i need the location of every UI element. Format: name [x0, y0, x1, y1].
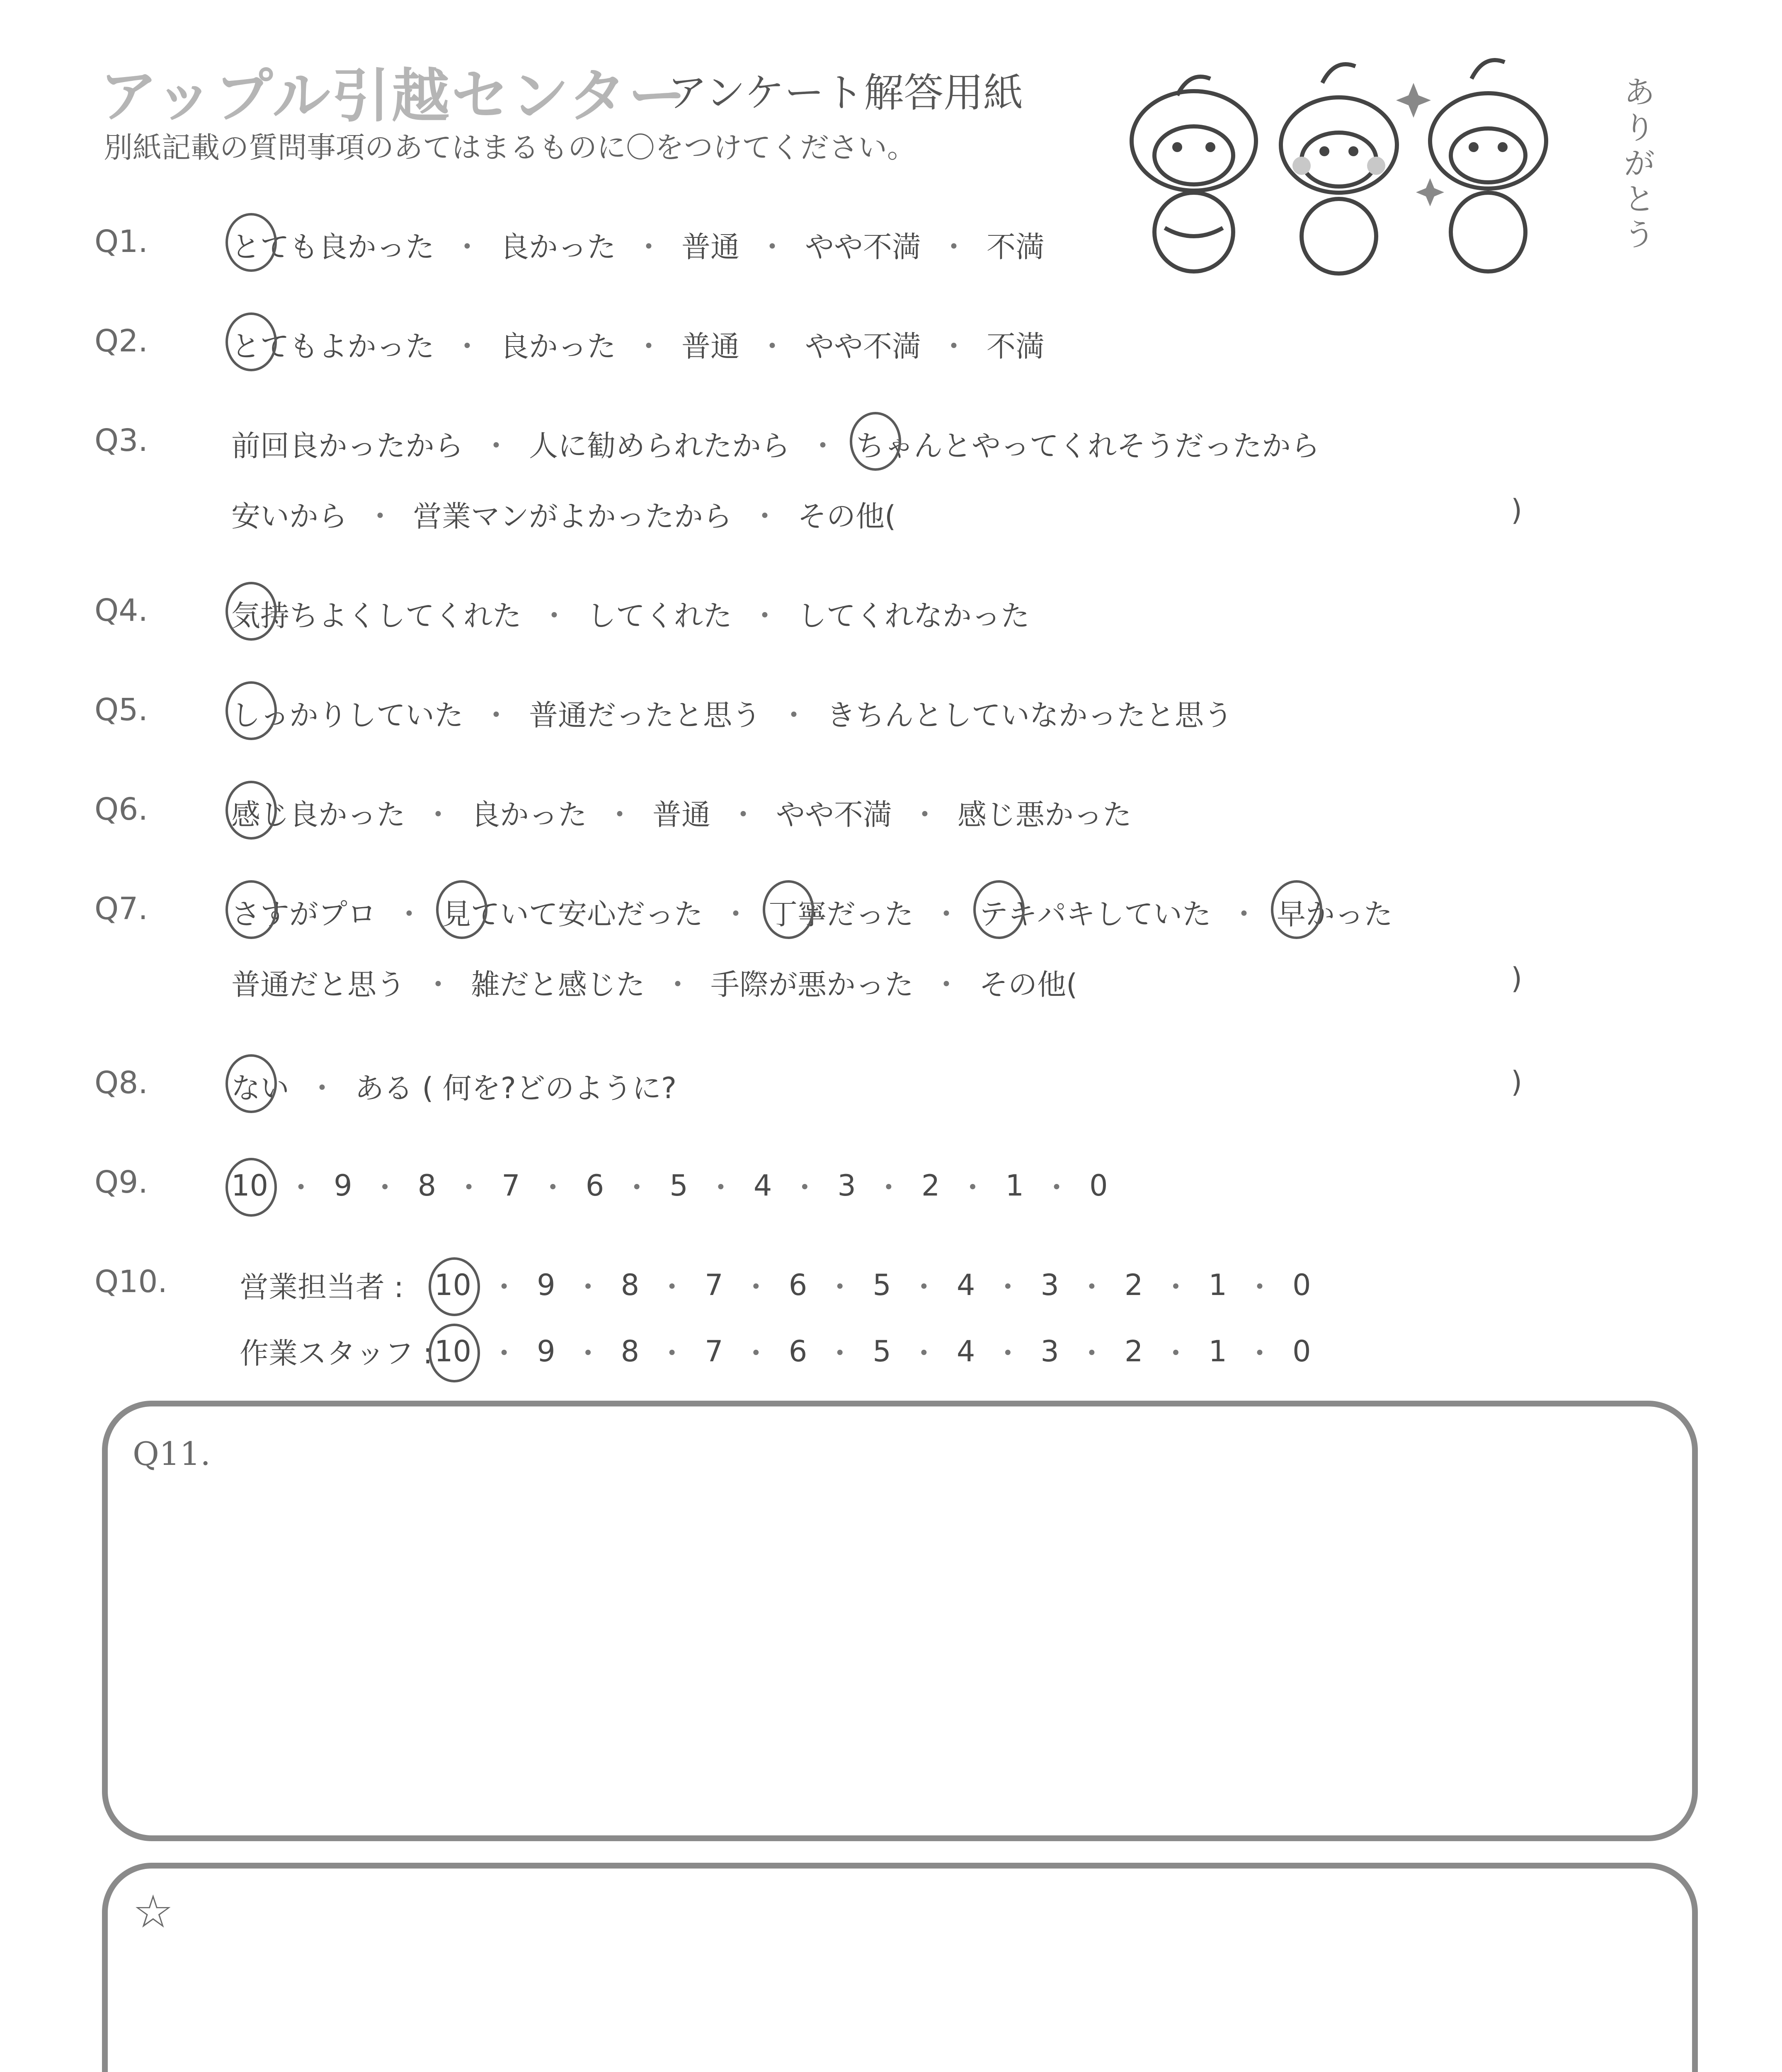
option-separator: ・	[750, 499, 779, 533]
answer-options	[231, 692, 1233, 734]
answer-options	[231, 224, 1045, 266]
answer-option[interactable]: 2	[1124, 1334, 1143, 1368]
option-separator: ・	[490, 1270, 519, 1304]
answer-option-circled[interactable]: 見ていて安心だった	[442, 891, 703, 933]
option-separator: ・	[370, 1171, 400, 1205]
thanks-caption: ありがとう	[1624, 75, 1655, 253]
answer-option[interactable]: 1	[1005, 1168, 1024, 1203]
answer-option[interactable]: 普通	[681, 329, 739, 363]
answer-option-circled[interactable]: 感じ良かった	[231, 792, 405, 833]
answer-option[interactable]: 雑だと感じた	[471, 968, 645, 1002]
option-separator: ・	[790, 1171, 819, 1205]
option-separator: ・	[490, 1336, 519, 1370]
answer-option[interactable]: 8	[417, 1168, 436, 1203]
answer-option-circled[interactable]: 丁寧だった	[769, 891, 914, 933]
other-close-paren: )	[1511, 1065, 1523, 1099]
option-separator: ・	[750, 599, 779, 633]
option-separator: ・	[825, 1270, 855, 1304]
answer-option-circled[interactable]: 早かった	[1277, 891, 1393, 933]
option-separator: ・	[308, 1071, 337, 1105]
option-separator: ・	[1229, 897, 1258, 931]
answer-option[interactable]: 前回良かったから	[231, 429, 463, 463]
option-separator: ・	[1042, 1171, 1071, 1205]
option-separator: ・	[779, 698, 808, 732]
answer-option[interactable]: 良かった	[500, 329, 616, 363]
answer-option-circled[interactable]: しっかりしていた	[231, 692, 463, 734]
answer-option-circled[interactable]: 気持ちよくしてくれた	[231, 593, 521, 634]
question-label: Q4.	[95, 593, 148, 628]
option-separator: ・	[1245, 1336, 1274, 1370]
option-separator: ・	[482, 429, 511, 463]
other-close-paren: )	[1511, 961, 1523, 995]
answer-option-circled[interactable]: ちゃんとやってくれそうだったから	[856, 423, 1320, 465]
option-separator: ・	[825, 1336, 855, 1370]
option-separator: ・	[910, 798, 939, 832]
answer-option[interactable]: 人に勧められたから	[529, 429, 790, 463]
answer-option[interactable]: 5	[873, 1334, 891, 1368]
answer-option[interactable]: 9	[537, 1268, 555, 1302]
answer-option[interactable]: 1	[1208, 1268, 1227, 1302]
option-separator: ・	[741, 1336, 771, 1370]
answer-option[interactable]: 0	[1089, 1168, 1108, 1203]
option-separator: ・	[909, 1270, 938, 1304]
option-separator: ・	[424, 968, 453, 1002]
answer-option[interactable]: 3	[1040, 1268, 1059, 1302]
option-separator: ・	[1161, 1270, 1190, 1304]
answer-option[interactable]: きちんとしていなかったと思う	[827, 698, 1233, 732]
option-separator: ・	[993, 1270, 1023, 1304]
answer-option[interactable]: 6	[585, 1168, 604, 1203]
answer-option[interactable]: ある ( 何を?どのように?	[355, 1071, 677, 1105]
answer-options	[231, 961, 1077, 1003]
option-separator: ・	[424, 798, 453, 832]
answer-option[interactable]: 普通	[652, 798, 710, 832]
answer-option[interactable]: 手際が悪かった	[710, 968, 914, 1002]
answer-option[interactable]: 5	[669, 1168, 688, 1203]
answer-option[interactable]: 3	[837, 1168, 856, 1203]
question-label: Q8.	[95, 1065, 148, 1101]
answer-option[interactable]: その他(	[979, 968, 1078, 1002]
answer-option[interactable]: やや不満	[805, 230, 921, 264]
answer-option[interactable]: 7	[705, 1268, 723, 1302]
answer-option[interactable]: 普通だったと思う	[529, 698, 761, 732]
option-separator: ・	[808, 429, 837, 463]
answer-option-circled[interactable]: 10	[434, 1334, 472, 1368]
answer-option[interactable]: 0	[1292, 1334, 1311, 1368]
option-separator: ・	[634, 230, 663, 264]
option-separator: ・	[453, 230, 482, 264]
q11-comment-box[interactable]	[102, 1401, 1698, 1841]
answer-option[interactable]: 普通	[681, 230, 739, 264]
answer-option[interactable]: 普通だと思う	[231, 968, 405, 1002]
answer-option-circled[interactable]: ない	[231, 1065, 289, 1107]
answer-option[interactable]: 7	[502, 1168, 520, 1203]
answer-option-circled[interactable]: とてもよかった	[231, 323, 434, 365]
question-label: Q5.	[95, 692, 148, 728]
answer-option[interactable]: やや不満	[776, 798, 892, 832]
rating-target-label: 作業スタッフ :	[240, 1336, 433, 1370]
option-separator: ・	[909, 1336, 938, 1370]
option-separator: ・	[663, 968, 692, 1002]
answer-options	[231, 792, 1132, 833]
q11-label: Q11.	[133, 1435, 211, 1473]
answer-options	[231, 423, 1320, 465]
answer-option[interactable]: 6	[788, 1334, 807, 1368]
option-separator: ・	[453, 329, 482, 363]
question-label: Q3.	[95, 423, 148, 458]
question-label: Q1.	[95, 224, 148, 259]
other-close-paren: )	[1511, 493, 1523, 527]
form-subtitle: アンケート解答用紙	[667, 70, 1023, 116]
answer-options	[231, 493, 896, 535]
option-separator: ・	[395, 897, 424, 931]
rating-target-label: 営業担当者 :	[240, 1270, 404, 1304]
form-instruction: 別紙記載の質問事項のあてはまるものに〇をつけてください。	[104, 131, 916, 165]
answer-option[interactable]: 4	[956, 1268, 975, 1302]
answer-option[interactable]: 5	[873, 1268, 891, 1302]
answer-option[interactable]: 0	[1292, 1268, 1311, 1302]
star-icon: ☆	[133, 1885, 174, 1938]
option-separator: ・	[540, 599, 569, 633]
option-separator: ・	[758, 329, 787, 363]
answer-options	[231, 1164, 1108, 1206]
option-separator: ・	[874, 1171, 903, 1205]
option-separator: ・	[706, 1171, 735, 1205]
option-separator: ・	[1161, 1336, 1190, 1370]
answer-option[interactable]: 8	[621, 1334, 640, 1368]
answer-option[interactable]: 6	[788, 1268, 807, 1302]
question-label: Q9.	[95, 1164, 148, 1200]
option-separator: ・	[657, 1336, 687, 1370]
answer-option[interactable]: 良かった	[471, 798, 587, 832]
option-separator: ・	[1245, 1270, 1274, 1304]
option-separator: ・	[573, 1336, 603, 1370]
option-separator: ・	[993, 1336, 1023, 1370]
answer-option[interactable]: 7	[705, 1334, 723, 1368]
option-separator: ・	[573, 1270, 603, 1304]
answer-option[interactable]: 4	[753, 1168, 772, 1203]
answer-options	[231, 891, 1393, 933]
option-separator: ・	[482, 698, 511, 732]
answer-option[interactable]: 良かった	[500, 230, 616, 264]
option-separator: ・	[1077, 1270, 1106, 1304]
answer-option-circled[interactable]: とても良かった	[231, 224, 434, 266]
answer-options	[231, 1065, 676, 1107]
answer-option[interactable]: 9	[537, 1334, 555, 1368]
monkey-mascot-icon	[1115, 58, 1666, 278]
answer-option[interactable]: 8	[621, 1268, 640, 1302]
answer-option[interactable]: 1	[1208, 1334, 1227, 1368]
option-separator: ・	[932, 897, 961, 931]
option-separator: ・	[454, 1171, 484, 1205]
answer-options	[231, 323, 1045, 365]
answer-option[interactable]: 3	[1040, 1334, 1059, 1368]
option-separator: ・	[1077, 1336, 1106, 1370]
answer-option[interactable]: 安いから	[231, 499, 347, 533]
option-separator: ・	[729, 798, 758, 832]
option-separator: ・	[758, 230, 787, 264]
answer-options	[240, 1264, 1311, 1306]
answer-option[interactable]: 9	[334, 1168, 352, 1203]
option-separator: ・	[366, 499, 395, 533]
question-label: Q7.	[95, 891, 148, 927]
option-separator: ・	[741, 1270, 771, 1304]
answer-option[interactable]: 4	[956, 1334, 975, 1368]
option-separator: ・	[939, 329, 968, 363]
option-separator: ・	[721, 897, 750, 931]
answer-option[interactable]: 不満	[987, 230, 1045, 264]
option-separator: ・	[657, 1270, 687, 1304]
option-separator: ・	[932, 968, 961, 1002]
answer-option[interactable]: その他(	[798, 499, 896, 533]
option-separator: ・	[634, 329, 663, 363]
option-separator: ・	[958, 1171, 987, 1205]
answer-options	[240, 1330, 1311, 1372]
option-separator: ・	[939, 230, 968, 264]
option-separator: ・	[538, 1171, 567, 1205]
answer-option-circled[interactable]: テキパキしていた	[979, 891, 1211, 933]
answer-option[interactable]: してくれなかった	[798, 599, 1030, 633]
answer-option[interactable]: 感じ悪かった	[958, 798, 1132, 832]
question-label: Q6.	[95, 792, 148, 827]
answer-options	[231, 593, 1030, 634]
option-separator: ・	[286, 1171, 316, 1205]
answer-option[interactable]: 2	[1124, 1268, 1143, 1302]
star-comment-box[interactable]	[102, 1863, 1698, 2072]
option-separator: ・	[622, 1171, 652, 1205]
company-title: アップル引越センター	[99, 63, 688, 130]
answer-option-circled[interactable]: 10	[231, 1168, 269, 1203]
question-label: Q2.	[95, 323, 148, 359]
option-separator: ・	[605, 798, 634, 832]
answer-option[interactable]: 2	[921, 1168, 940, 1203]
answer-option-circled[interactable]: さすがプロ	[231, 891, 376, 933]
answer-option[interactable]: やや不満	[805, 329, 921, 363]
answer-option[interactable]: してくれた	[587, 599, 732, 633]
question-label: Q10.	[95, 1264, 167, 1300]
answer-option[interactable]: 不満	[987, 329, 1045, 363]
answer-option[interactable]: 営業マンがよかったから	[413, 499, 732, 533]
answer-option-circled[interactable]: 10	[434, 1268, 472, 1302]
